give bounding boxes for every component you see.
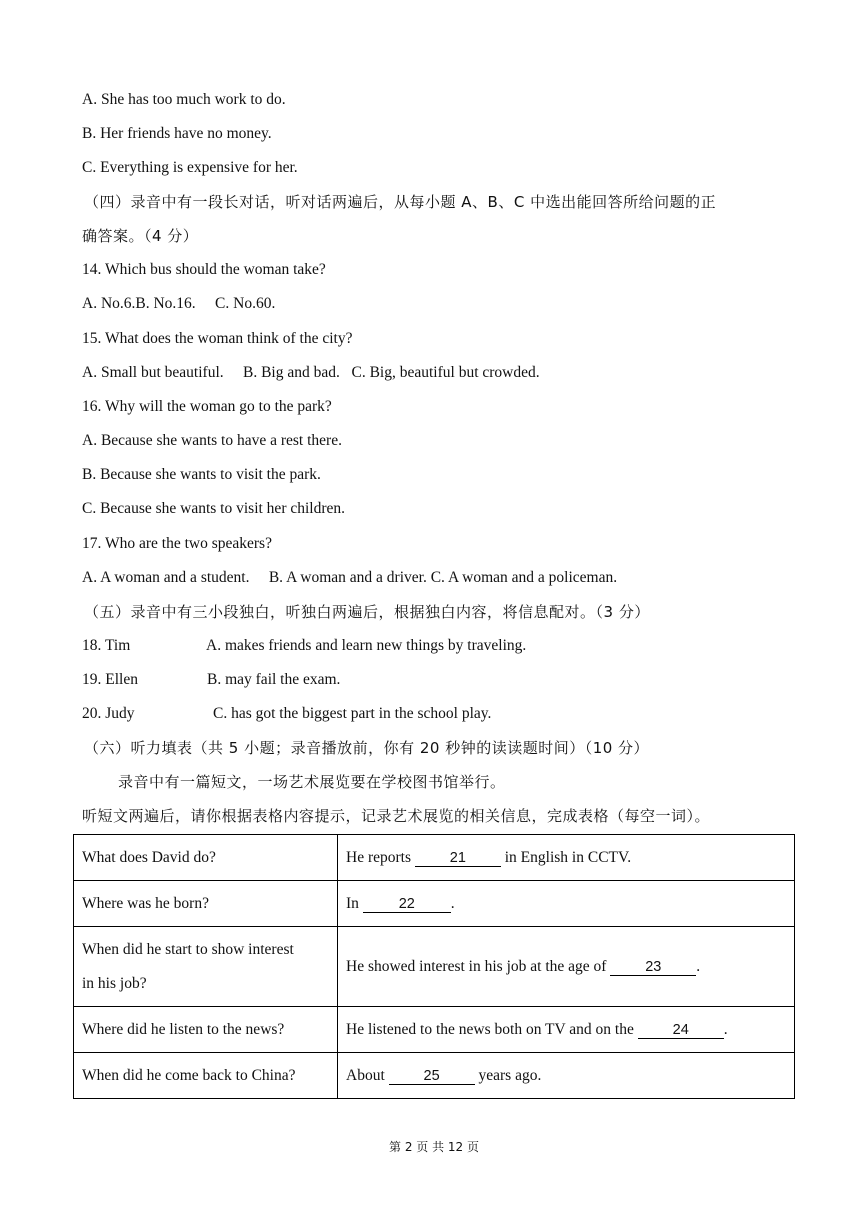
blank-24[interactable]: 24 <box>638 1022 724 1039</box>
options-15: A. Small but beautiful. B. Big and bad. C. Big, beautiful but crowded. <box>82 364 540 381</box>
option-16c: C. Because she wants to visit her children. <box>82 500 346 517</box>
option-16b: B. Because she wants to visit the park. <box>82 466 321 483</box>
blank-25[interactable]: 25 <box>389 1068 475 1085</box>
table-answer: He reports 21 in English in CCTV. <box>338 835 795 881</box>
section-4-instruction-cont: 确答案。（4 分） <box>82 227 199 245</box>
page-footer: 第 2 页 共 12 页 <box>389 1140 479 1154</box>
table-question: When did he start to show interest in his job? <box>74 927 338 1007</box>
table-answer: In 22 . <box>338 881 795 927</box>
match-18-name: 18. Tim <box>82 637 131 654</box>
question-17: 17. Who are the two speakers? <box>82 535 272 552</box>
match-19-option: B. may fail the exam. <box>207 671 341 688</box>
match-20-option: C. has got the biggest part in the school play. <box>213 705 492 722</box>
blank-23[interactable]: 23 <box>610 959 696 976</box>
section-6-instruction: （六）听力填表（共 5 小题；录音播放前，你有 20 秒钟的读读题时间）（10 分） <box>84 739 650 757</box>
question-15: 15. What does the woman think of the city? <box>82 330 353 347</box>
blank-22[interactable]: 22 <box>363 896 451 913</box>
table-row <box>74 1053 795 1099</box>
match-19-name: 19. Ellen <box>82 671 138 688</box>
table-question: When did he come back to China? <box>74 1053 338 1099</box>
match-18-option: A. makes friends and learn new things by traveling. <box>206 637 527 654</box>
option-13a: A. She has too much work to do. <box>82 91 286 108</box>
options-17: A. A woman and a student. B. A woman and a driver. C. A woman and a policeman. <box>82 569 618 586</box>
table-row <box>74 1007 795 1053</box>
table-answer: He showed interest in his job at the age of 23 . <box>338 927 795 1007</box>
match-20-name: 20. Judy <box>82 705 135 722</box>
table-question: What does David do? <box>74 835 338 881</box>
option-13c: C. Everything is expensive for her. <box>82 159 298 176</box>
option-13b: B. Her friends have no money. <box>82 125 272 142</box>
section-6-intro: 录音中有一篇短文，一场艺术展览要在学校图书馆举行。 <box>118 773 506 791</box>
section-4-instruction: （四）录音中有一段长对话，听对话两遍后，从每小题 A、B、C 中选出能回答所给问题的正 <box>84 193 717 211</box>
table-answer: About 25 years ago. <box>338 1053 795 1099</box>
table-row <box>74 835 795 881</box>
table-answer: He listened to the news both on TV and on the 24 . <box>338 1007 795 1053</box>
fill-in-table <box>73 834 795 1099</box>
question-16: 16. Why will the woman go to the park? <box>82 398 332 415</box>
blank-21[interactable]: 21 <box>415 850 501 867</box>
section-5-instruction: （五）录音中有三小段独白，听独白两遍后，根据独白内容，将信息配对。（3 分） <box>84 603 650 621</box>
options-14: A. No.6.B. No.16. C. No.60. <box>82 295 276 312</box>
question-14: 14. Which bus should the woman take? <box>82 261 326 278</box>
table-row <box>74 927 795 1007</box>
table-row <box>74 881 795 927</box>
option-16a: A. Because she wants to have a rest there. <box>82 432 342 449</box>
table-question: Where did he listen to the news? <box>74 1007 338 1053</box>
table-question: Where was he born? <box>74 881 338 927</box>
section-6-task: 听短文两遍后，请你根据表格内容提示，记录艺术展览的相关信息，完成表格（每空一词）。 <box>82 807 711 825</box>
